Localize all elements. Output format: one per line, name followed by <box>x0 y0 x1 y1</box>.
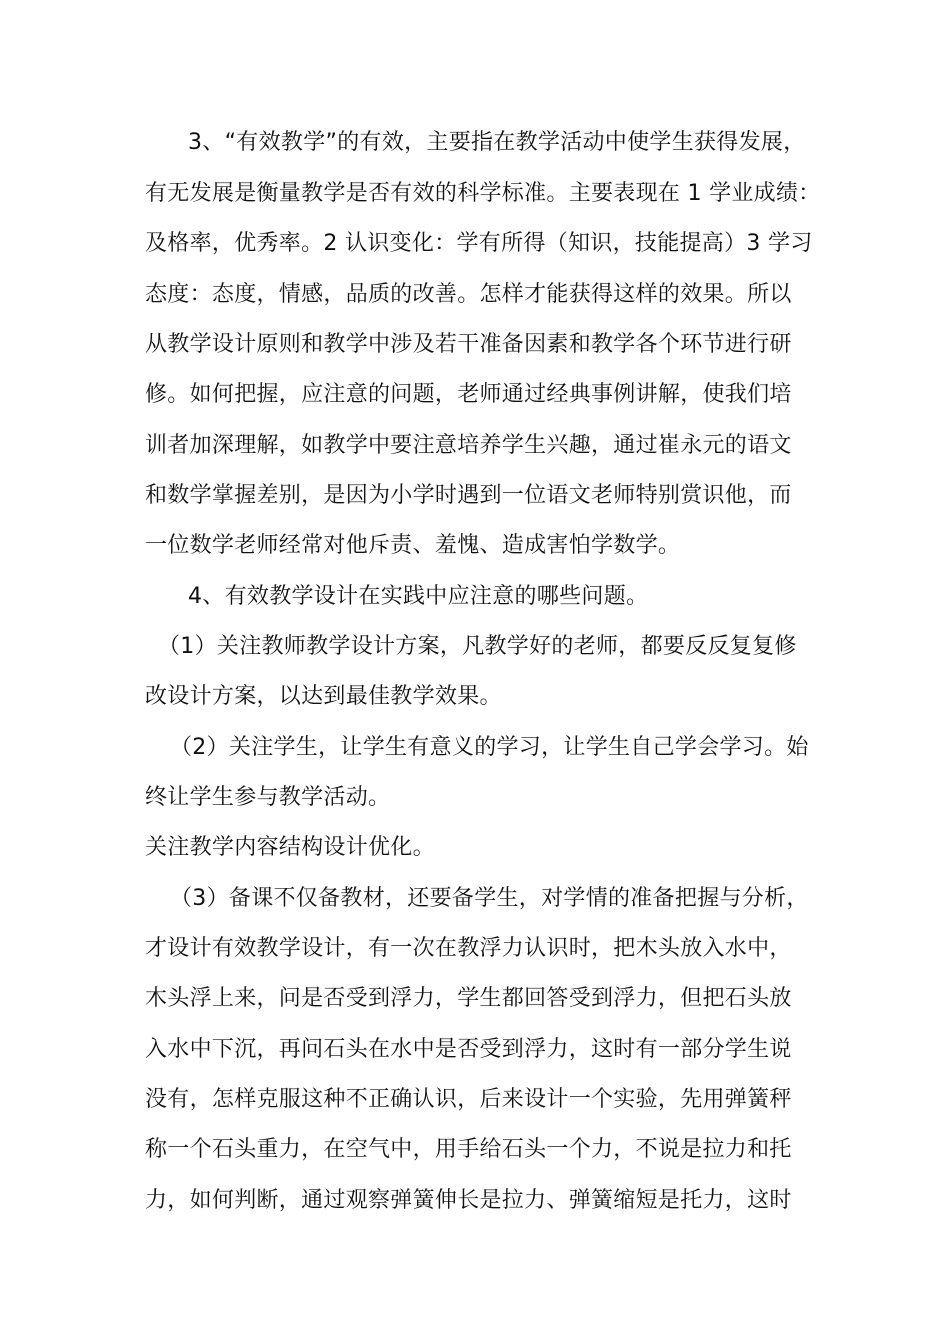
paragraph-line: 关注教学内容结构设计优化。 <box>145 835 435 860</box>
paragraph-line: 和数学掌握差别，是因为小学时遇到一位语文老师特别赏识他，而 <box>145 483 792 508</box>
paragraph-line: 及格率，优秀率。2 认识变化：学有所得（知识，技能提高）3 学习 <box>145 231 813 256</box>
paragraph-line: 改设计方案，以达到最佳教学效果。 <box>145 684 502 709</box>
paragraph-line: 态度：态度，情感，品质的改善。怎样才能获得这样的效果。所以 <box>145 282 792 307</box>
paragraph-line: 一位数学老师经常对他斥责、羞愧、造成害怕学数学。 <box>145 533 681 558</box>
paragraph-line: 4、有效教学设计在实践中应注意的哪些问题。 <box>188 584 649 609</box>
paragraph-line: 力，如何判断，通过观察弹簧伸长是拉力、弹簧缩短是托力，这时 <box>145 1188 792 1213</box>
paragraph-line: 有无发展是衡量教学是否有效的科学标准。主要表现在 1 学业成绩： <box>145 181 821 206</box>
paragraph-line: （3）备课不仅备教材，还要备学生，对学情的准备把握与分析， <box>170 886 809 911</box>
paragraph-line: 修。如何把握，应注意的问题，老师通过经典事例讲解，使我们培 <box>145 382 792 407</box>
paragraph-line: 木头浮上来，问是否受到浮力，学生都回答受到浮力，但把石头放 <box>145 986 792 1011</box>
paragraph-line: 才设计有效教学设计，有一次在教浮力认识时，把木头放入水中， <box>145 936 792 961</box>
paragraph-line: 从教学设计原则和教学中涉及若干准备因素和教学各个环节进行研 <box>145 332 792 357</box>
paragraph-line: 3、“有效教学”的有效，主要指在教学活动中使学生获得发展， <box>188 130 806 155</box>
paragraph-line: 称一个石头重力，在空气中，用手给石头一个力，不说是拉力和托 <box>145 1137 792 1162</box>
paragraph-line: 训者加深理解，如教学中要注意培养学生兴趣，通过崔永元的语文 <box>145 433 792 458</box>
paragraph-line: 终让学生参与教学活动。 <box>145 785 391 810</box>
paragraph-line: （2）关注学生，让学生有意义的学习，让学生自己学会学习。始 <box>170 735 809 760</box>
paragraph-line: 没有，怎样克服这种不正确认识，后来设计一个实验，先用弹簧秤 <box>145 1087 792 1112</box>
paragraph-line: （1）关注教师教学设计方案，凡教学好的老师，都要反反复复修 <box>158 634 797 659</box>
paragraph-line: 入水中下沉，再问石头在水中是否受到浮力，这时有一部分学生说 <box>145 1037 792 1062</box>
